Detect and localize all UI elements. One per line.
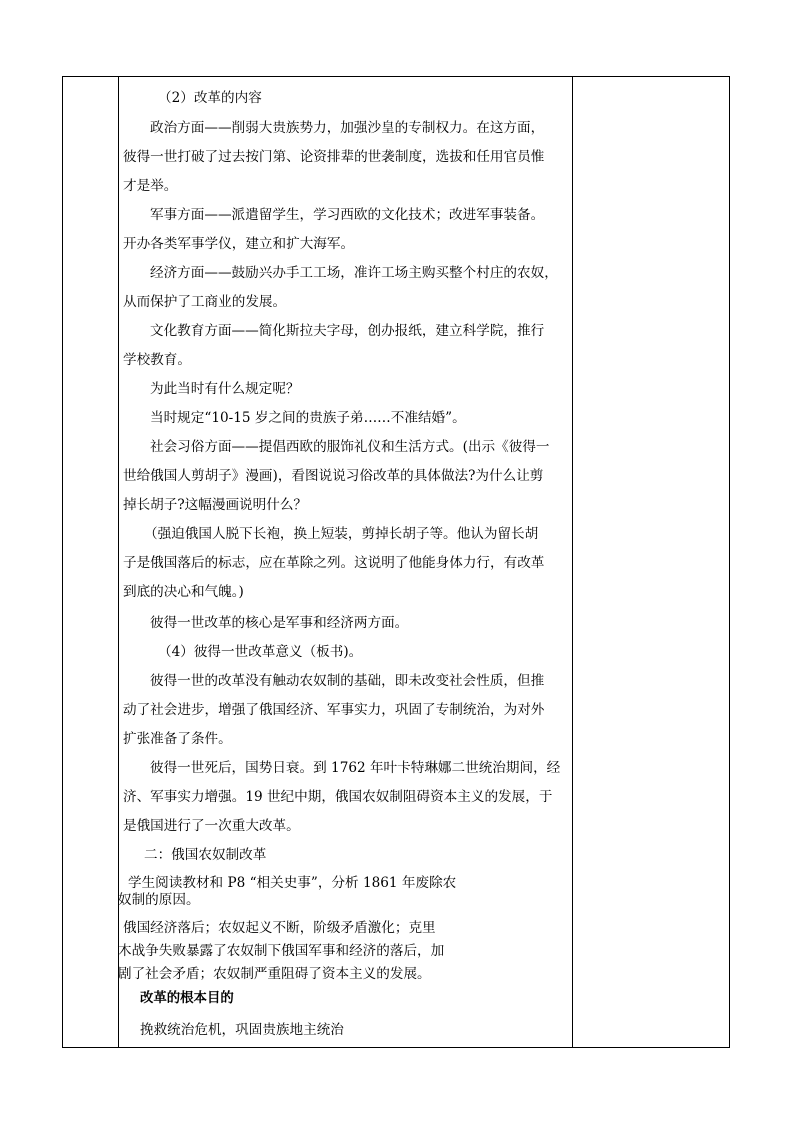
text-line: 学生阅读教材和 P8 “相关史事”，分析 1861 年废除农	[128, 875, 457, 891]
text-line: 世给俄国人剪胡子》漫画)，看图说说习俗改革的具体做法?为什么让剪	[123, 468, 544, 484]
text-line: 木战争失败暴露了农奴制下俄国军事和经济的落后，加	[118, 943, 445, 959]
text-line: 才是举。	[123, 178, 178, 194]
text-line: 学校教育。	[123, 352, 191, 368]
text-line: 文化教育方面——简化斯拉夫字母，创办报纸，建立科学院，推行	[150, 323, 545, 339]
text-line: 从而保护了工商业的发展。	[123, 294, 287, 310]
text-line: 开办各类军事学仪，建立和扩大海军。	[123, 236, 355, 252]
text-line: 彼得一世的改革没有触动农奴制的基础，即未改变社会性质，但推	[150, 673, 545, 689]
text-line: 子是俄国落后的标志，应在革除之列。这说明了他能身体力行，有改革	[123, 555, 545, 571]
text-line: 彼得一世改革的核心是军事和经济两方面。	[150, 615, 409, 631]
bold-heading: 改革的根本目的	[140, 991, 234, 1006]
text-line: 当时规定“10-15 岁之间的贵族子弟……不准结婚”。	[150, 410, 466, 426]
text-line: 彼得一世打破了过去按门第、论资排辈的世袭制度，选拔和任用官员惟	[123, 149, 545, 165]
text-line: 扩张准备了条件。	[123, 731, 232, 747]
section-heading: （2）改革的内容	[158, 90, 262, 106]
text-line: 政治方面——削弱大贵族势力，加强沙皇的专制权力。在这方面，	[150, 120, 545, 136]
lesson-content-cell	[118, 76, 568, 1048]
text-line: 军事方面——派遣留学生，学习西欧的文化技术；改进军事装备。	[150, 207, 545, 223]
column-divider-right	[572, 77, 573, 1047]
text-line: 社会习俗方面——提倡西欧的服饰礼仪和生活方式。(出示《彼得一	[150, 439, 550, 455]
text-line: 俄国经济落后；农奴起义不断，阶级矛盾激化；克里	[123, 920, 436, 936]
text-line: 到底的决心和气魄。)	[123, 584, 244, 600]
text-line: 动了社会进步，增强了俄国经济、军事实力，巩固了专制统治，为对外	[123, 702, 545, 718]
text-line: 彼得一世死后，国势日衰。到 1762 年叶卡特琳娜二世统治期间，经	[150, 760, 561, 776]
text-line: 挽救统治危机，巩固贵族地主统治	[140, 1022, 344, 1038]
text-line: 掉长胡子?这幅漫画说明什么？	[123, 497, 308, 513]
text-line: 是俄国进行了一次重大改革。	[123, 818, 300, 834]
text-line: 剧了社会矛盾；农奴制严重阻碍了资本主义的发展。	[118, 966, 431, 982]
section-heading: （4）彼得一世改革意义（板书)。	[158, 644, 363, 660]
section-heading: 二：俄国农奴制改革	[144, 847, 267, 863]
text-line: 济、军事实力增强。19 世纪中期，俄国农奴制阻碍资本主义的发展，于	[123, 789, 553, 805]
text-line: 奴制的原因。	[118, 892, 200, 908]
text-line: 经济方面——鼓励兴办手工工场，准许工场主购买整个村庄的农奴，	[150, 265, 558, 281]
text-line: （强迫俄国人脱下长袍，换上短装，剪掉长胡子等。他认为留长胡	[144, 526, 539, 542]
text-line: 为此当时有什么规定呢？	[150, 381, 300, 397]
